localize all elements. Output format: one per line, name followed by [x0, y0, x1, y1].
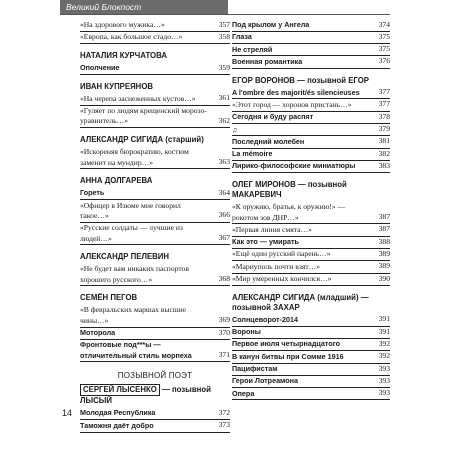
toc-entry-page: 374 — [378, 19, 390, 29]
toc-entry-title: Военная романтика — [232, 56, 303, 66]
toc-entry-title: Первое июля четырнадцатого — [232, 339, 341, 349]
toc-entry-title: В канун битвы при Сомме 1916 — [232, 351, 344, 361]
author-callsign: — позывной ЛЫСЫЙ — [80, 385, 211, 406]
toc-entry-title: Опера — [232, 388, 255, 398]
toc-entry-title: Сегодня и буду распят — [232, 112, 314, 122]
toc-entry-page: 391 — [378, 326, 390, 336]
toc-entry-page: 377 — [378, 87, 390, 97]
toc-entry — [232, 100, 390, 112]
toc-entry-page: 378 — [378, 111, 390, 121]
toc-entry-page: 372 — [218, 407, 230, 417]
toc-entry-page: 371 — [218, 350, 230, 360]
toc-entry — [232, 112, 390, 124]
toc-entry — [232, 315, 390, 327]
toc-entry — [232, 57, 390, 69]
toc-entry — [232, 202, 390, 224]
page-number: 14 — [62, 408, 73, 418]
toc-entry-title: «Мир умеренных кончился…» — [232, 274, 332, 284]
toc-entry-page: 376 — [378, 56, 390, 66]
toc-section-heading: ПОЗЫВНОЙ ПОЭТ — [117, 371, 193, 381]
toc-author-heading — [80, 384, 230, 406]
toc-entry — [232, 45, 390, 57]
toc-entry — [232, 249, 390, 261]
toc-entry-title: Гореть — [80, 188, 105, 198]
toc-entry — [80, 421, 230, 433]
toc-entry-page: 389 — [378, 248, 390, 258]
toc-entry — [80, 106, 230, 128]
toc-entry-page: 361 — [218, 93, 230, 103]
toc-entry-page: 391 — [378, 314, 390, 324]
toc-entry-title: «В февральских маршах высшие чины…» — [80, 305, 187, 325]
toc-author-heading: АЛЕКСАНДР ПЕЛЕВИН — [80, 252, 170, 262]
toc-author-heading: ИВАН КУПРЕЯНОВ — [80, 81, 154, 91]
toc-entry — [80, 201, 230, 223]
toc-entry — [80, 94, 230, 106]
toc-entry-page: 389 — [378, 261, 390, 271]
toc-entry-title: «Ещё один русский парень…» — [232, 249, 331, 259]
toc-entry-title: «Гуляет по людям крещенский морозо-уравнитель…» — [80, 106, 207, 126]
toc-entry-title: A l'ombre des majorit/és silencieuses — [232, 87, 360, 97]
toc-entry — [232, 88, 390, 100]
toc-entry — [232, 389, 390, 401]
toc-entry-page: 362 — [218, 115, 230, 125]
toc-entry — [232, 364, 390, 376]
toc-entry-page: 359 — [218, 62, 230, 72]
toc-entry-title: Пацифистам — [232, 364, 278, 374]
toc-entry-title: Под крылом у Ангела — [232, 20, 310, 29]
toc-entry-page: 377 — [378, 99, 390, 109]
toc-right-column — [232, 20, 390, 401]
toc-entry-title: Герои Лотреамона — [232, 376, 299, 386]
toc-entry-page: 381 — [378, 136, 390, 146]
toc-entry-page: 392 — [378, 338, 390, 348]
toc-entry-title: Таможня даёт добро — [80, 420, 154, 430]
toc-entry — [80, 223, 230, 245]
toc-entry — [80, 328, 230, 340]
toc-entry-page: 364 — [218, 187, 230, 197]
boxed-author-name: СЕРГЕЙ ЛЫСЕНКО — [80, 384, 160, 396]
toc-entry-title: Молодая Республика — [80, 408, 156, 418]
toc-entry-page: 393 — [378, 388, 390, 398]
toc-entry — [80, 408, 230, 420]
toc-entry-title: Солнцеворот-2014 — [232, 314, 298, 324]
toc-entry-title: Не стреляй — [232, 44, 273, 54]
toc-entry — [232, 376, 390, 388]
toc-entry-page: 383 — [378, 160, 390, 170]
toc-entry — [232, 161, 390, 173]
toc-entry — [232, 149, 390, 161]
toc-entry — [232, 274, 390, 286]
toc-entry-title: «На черепа заснеженных кустов…» — [80, 93, 196, 103]
toc-entry-page: 368 — [218, 274, 230, 284]
toc-entry-page: 357 — [218, 19, 230, 29]
toc-entry-title: Фронтовые под***ы — отличительный стиль морпеха — [80, 340, 192, 360]
toc-author-heading: ЕГОР ВОРОНОВ — позывной ЕГОР — [232, 75, 369, 85]
toc-entry-page: 358 — [218, 31, 230, 41]
toc-entry — [232, 262, 390, 274]
toc-entry-page: 366 — [218, 210, 230, 220]
toc-entry — [232, 225, 390, 237]
toc-entry-page: 388 — [378, 236, 390, 246]
toc-left-column — [80, 20, 230, 433]
toc-entry — [80, 264, 230, 286]
toc-entry-page: 363 — [218, 157, 230, 167]
toc-entry-page: 390 — [378, 273, 390, 283]
toc-entry-page: 373 — [218, 420, 230, 430]
toc-entry-title: «Мариуполь почти взят…» — [232, 261, 321, 271]
toc-entry-page: 387 — [378, 212, 390, 222]
toc-entry — [80, 147, 230, 169]
toc-entry-title: «Русские солдаты — лучшие из людей…» — [80, 223, 183, 243]
toc-entry — [232, 20, 390, 32]
toc-entry-title: «Этот город — хоронов пристань…» — [232, 99, 352, 109]
toc-entry — [80, 305, 230, 327]
toc-entry — [232, 237, 390, 249]
toc-entry — [232, 125, 390, 137]
toc-entry-title: «На здорового мужика…» — [80, 20, 165, 29]
toc-entry — [80, 20, 230, 32]
toc-author-heading: АННА ДОЛГАРЕВА — [80, 176, 153, 186]
toc-entry-title: La mémoire — [232, 149, 273, 159]
toc-entry-page: 387 — [378, 224, 390, 234]
toc-entry-title: Последний молебен — [232, 136, 305, 146]
toc-entry-title: Моторола — [80, 328, 116, 338]
toc-entry-page: 375 — [378, 44, 390, 54]
toc-entry — [232, 32, 390, 44]
toc-entry — [232, 339, 390, 351]
toc-entry-page: 367 — [218, 233, 230, 243]
toc-entry-title: «К оружию, братья, к оружию!» — рокотом зов ДНР…» — [232, 202, 346, 222]
toc-entry — [80, 340, 230, 362]
toc-entry-page: 393 — [378, 375, 390, 385]
running-header-title: Великий Блокпост — [66, 2, 142, 12]
toc-entry-title: Как это — умирать — [232, 237, 299, 247]
toc-entry-page: 375 — [378, 31, 390, 41]
toc-entry — [80, 188, 230, 200]
toc-entry-title: «Первая линия смята…» — [232, 224, 312, 234]
toc-entry-page: 379 — [378, 124, 390, 134]
toc-entry-title: Вороны — [232, 327, 261, 337]
toc-entry-title: «Офицер в Изюме мне говорил такое…» — [80, 200, 181, 220]
toc-entry-title: Ополчение — [80, 63, 120, 73]
toc-entry-title: «Искореняя бюрократию, костюм заменит на мундир…» — [80, 147, 189, 167]
toc-entry-page: 393 — [378, 363, 390, 373]
toc-entry-title: Лирико-философские миниатюры — [232, 161, 356, 171]
toc-author-heading: НАТАЛИЯ КУРЧАТОВА — [80, 51, 167, 61]
toc-entry — [232, 327, 390, 339]
toc-author-heading: АЛЕКСАНДР СИГИДА (младший) — позывной ЗАХАР — [232, 292, 369, 312]
toc-author-heading: ОЛЕГ МИРОНОВ — позывной МАКАРЕВИЧ — [232, 180, 347, 200]
toc-entry — [80, 32, 230, 44]
toc-entry — [80, 63, 230, 75]
toc-entry-page: 392 — [378, 351, 390, 361]
toc-entry-page: 382 — [378, 148, 390, 158]
toc-author-heading: СЕМЁН ПЕГОВ — [80, 293, 138, 303]
toc-entry — [232, 352, 390, 364]
toc-entry-page: 370 — [218, 327, 230, 337]
toc-entry — [232, 137, 390, 149]
toc-entry-title: «Не будет вам никаких паспортов хорошего русского…» — [80, 264, 189, 284]
toc-entry-title: Глаза — [232, 32, 252, 42]
toc-entry-page: 369 — [218, 315, 230, 325]
toc-author-heading: АЛЕКСАНДР СИГИДА (старший) — [80, 135, 204, 145]
toc-entry-title: «Европа, как большое стадо…» — [80, 32, 183, 42]
toc-entry-title: ♫ — [232, 124, 238, 134]
